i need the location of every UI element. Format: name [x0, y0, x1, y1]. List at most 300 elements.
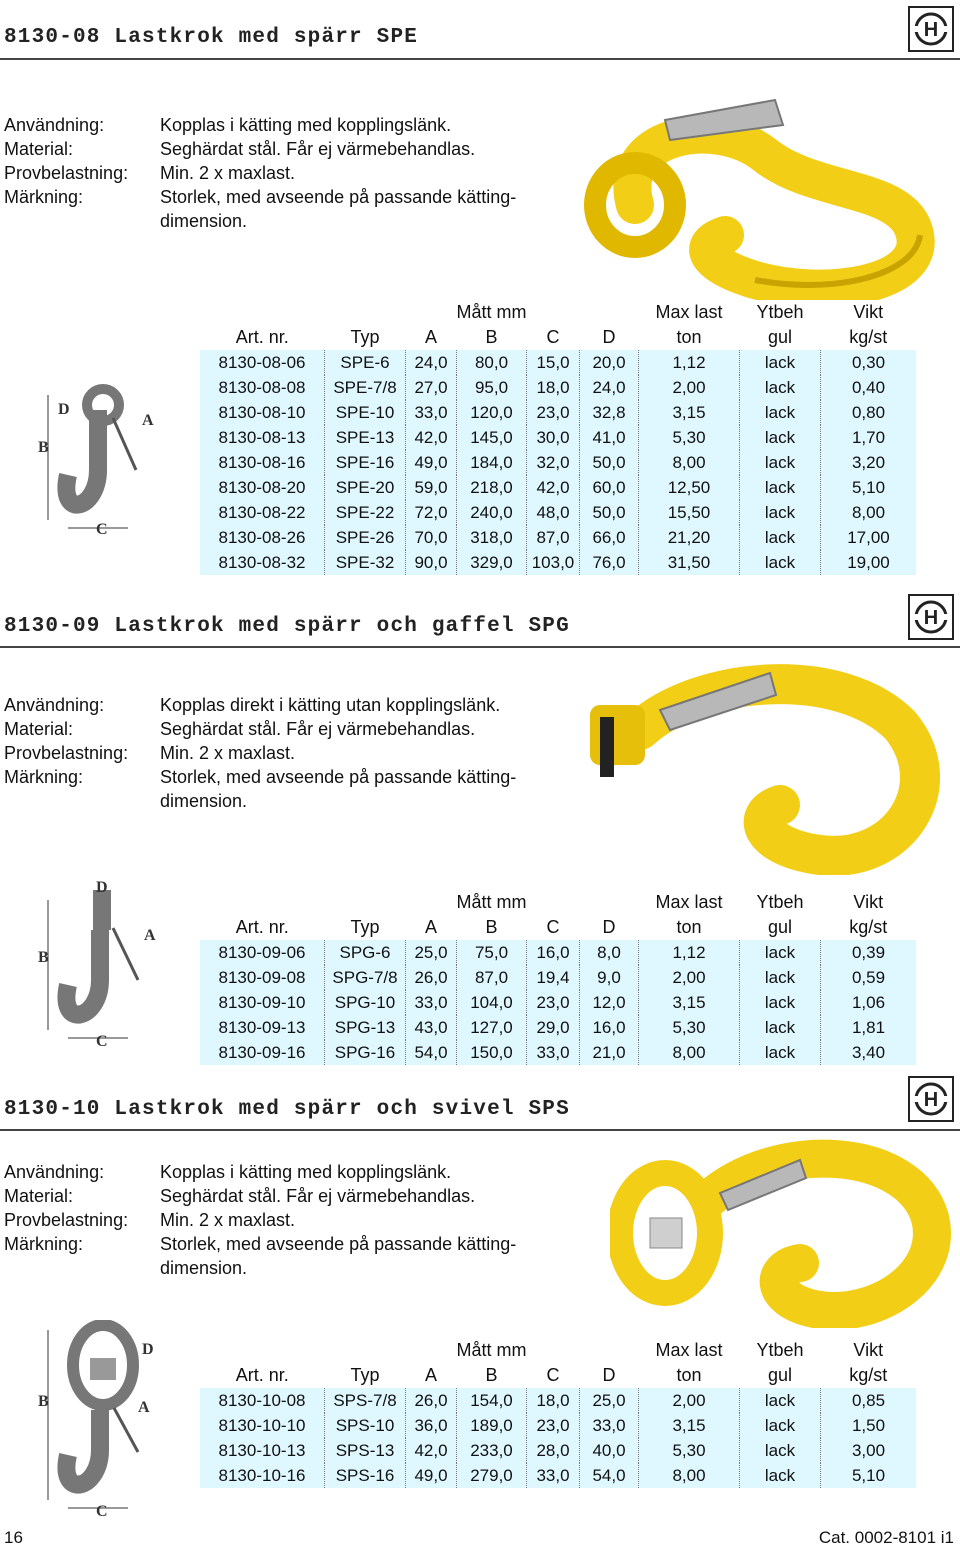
table-cell: 60,0 [580, 475, 639, 500]
table-cell: SPE-20 [325, 475, 406, 500]
table-cell: B [457, 915, 527, 940]
table-cell: 23,0 [527, 990, 580, 1015]
table-cell: SPS-13 [325, 1438, 406, 1463]
table-cell [527, 890, 580, 915]
table-row [200, 375, 916, 400]
info-label: Märkning: [4, 1234, 84, 1254]
table-row [200, 475, 916, 500]
table-header-row [200, 1363, 916, 1388]
table-cell: 26,0 [406, 965, 457, 990]
info-value: Storlek, med avseende på passande kätting- [160, 1234, 517, 1254]
hook-photo-icon [580, 655, 955, 875]
table-cell: 33,0 [406, 400, 457, 425]
table-cell: 18,0 [527, 1388, 580, 1413]
table-cell: lack [740, 1413, 821, 1438]
table-cell: 5,10 [821, 475, 917, 500]
table-cell [200, 1338, 325, 1363]
table-cell: 59,0 [406, 475, 457, 500]
table-cell: 33,0 [406, 990, 457, 1015]
table-cell: 12,0 [580, 990, 639, 1015]
info-label: Användning: [4, 1162, 105, 1182]
table-cell: 2,00 [639, 965, 740, 990]
table-cell: 24,0 [406, 350, 457, 375]
table-cell: B [457, 325, 527, 350]
table-cell: 19,4 [527, 965, 580, 990]
table-cell: 8,0 [580, 940, 639, 965]
table-cell: 8,00 [821, 500, 917, 525]
table-cell: 28,0 [527, 1438, 580, 1463]
table-cell: 8130-10-08 [200, 1388, 325, 1413]
section-divider [0, 1129, 960, 1131]
table-row [200, 1040, 916, 1065]
table-row [200, 965, 916, 990]
table-cell: lack [740, 350, 821, 375]
table-cell: 30,0 [527, 425, 580, 450]
table-cell [325, 890, 406, 915]
table-cell: lack [740, 500, 821, 525]
table-cell: 15,0 [527, 350, 580, 375]
svg-text:C: C [96, 1033, 108, 1050]
table-cell: 8130-09-13 [200, 1015, 325, 1040]
info-label: Provbelastning: [4, 163, 129, 183]
table-cell: Ytbeh [740, 1338, 821, 1363]
table-cell: Ytbeh [740, 300, 821, 325]
table-cell: Art. nr. [200, 325, 325, 350]
table-cell [200, 300, 325, 325]
table-cell: 3,40 [821, 1040, 917, 1065]
table-cell [325, 300, 406, 325]
table-cell: 8130-08-20 [200, 475, 325, 500]
table-cell: 18,0 [527, 375, 580, 400]
table-cell: 127,0 [457, 1015, 527, 1040]
table-cell: 95,0 [457, 375, 527, 400]
spec-table [200, 1338, 916, 1488]
table-cell: 233,0 [457, 1438, 527, 1463]
svg-text:B: B [38, 439, 49, 456]
page-number: 16 [4, 1528, 23, 1547]
hook-photo-icon [610, 1138, 955, 1328]
table-cell: kg/st [821, 1363, 917, 1388]
table-cell: gul [740, 915, 821, 940]
table-cell: 1,06 [821, 990, 917, 1015]
info-value: Kopplas direkt i kätting utan kopplingslänk. [160, 695, 501, 715]
table-cell: SPE-22 [325, 500, 406, 525]
table-cell: SPE-26 [325, 525, 406, 550]
info-label: Provbelastning: [4, 743, 129, 763]
table-cell: 3,15 [639, 1413, 740, 1438]
table-cell: 42,0 [406, 425, 457, 450]
table-cell: 21,0 [580, 1040, 639, 1065]
table-cell: 8130-10-13 [200, 1438, 325, 1463]
brand-logo-icon [908, 6, 954, 52]
info-value: Kopplas i kätting med kopplingslänk. [160, 1162, 452, 1182]
table-cell: 5,30 [639, 1015, 740, 1040]
table-cell: Typ [325, 1363, 406, 1388]
table-cell: lack [740, 965, 821, 990]
table-cell: 72,0 [406, 500, 457, 525]
section-title: 8130-09 Lastkrok med spärr och gaffel SPG [4, 615, 570, 638]
table-cell: 5,30 [639, 1438, 740, 1463]
info-value: Seghärdat stål. Får ej värmebehandlas. [160, 1186, 476, 1206]
table-cell: 8130-08-06 [200, 350, 325, 375]
table-cell: 36,0 [406, 1413, 457, 1438]
table-cell: 145,0 [457, 425, 527, 450]
table-cell [325, 1338, 406, 1363]
table-cell: 279,0 [457, 1463, 527, 1488]
table-cell: 2,00 [639, 375, 740, 400]
table-row [200, 940, 916, 965]
table-cell: 189,0 [457, 1413, 527, 1438]
table-row [200, 1463, 916, 1488]
table-cell: 3,15 [639, 400, 740, 425]
table-cell: lack [740, 550, 821, 575]
table-cell: SPE-13 [325, 425, 406, 450]
table-cell: 16,0 [527, 940, 580, 965]
spec-table [200, 890, 916, 1065]
svg-text:B: B [38, 949, 49, 966]
table-cell: 42,0 [527, 475, 580, 500]
info-value: Storlek, med avseende på passande kätting- [160, 767, 517, 787]
table-cell: ton [639, 325, 740, 350]
table-cell: ton [639, 1363, 740, 1388]
table-cell: 218,0 [457, 475, 527, 500]
svg-text:H: H [923, 1089, 939, 1111]
table-cell [406, 300, 457, 325]
table-cell: 29,0 [527, 1015, 580, 1040]
table-cell: 0,59 [821, 965, 917, 990]
table-cell: lack [740, 1463, 821, 1488]
table-cell: 26,0 [406, 1388, 457, 1413]
table-cell: Max last [639, 890, 740, 915]
table-cell: 1,12 [639, 940, 740, 965]
table-row [200, 1413, 916, 1438]
table-cell: 8130-09-10 [200, 990, 325, 1015]
table-cell: SPG-6 [325, 940, 406, 965]
table-cell: Mått mm [457, 300, 527, 325]
table-cell: 0,39 [821, 940, 917, 965]
table-cell: 87,0 [527, 525, 580, 550]
table-cell: 8130-08-22 [200, 500, 325, 525]
table-cell: 5,30 [639, 425, 740, 450]
table-cell: 8130-10-10 [200, 1413, 325, 1438]
table-cell: 87,0 [457, 965, 527, 990]
section-divider [0, 58, 960, 60]
table-cell: 3,20 [821, 450, 917, 475]
table-cell: SPG-7/8 [325, 965, 406, 990]
table-cell: lack [740, 400, 821, 425]
table-cell: SPG-16 [325, 1040, 406, 1065]
table-cell: B [457, 1363, 527, 1388]
table-cell: 154,0 [457, 1388, 527, 1413]
table-cell: lack [740, 525, 821, 550]
table-cell: kg/st [821, 325, 917, 350]
table-cell: lack [740, 1015, 821, 1040]
svg-text:A: A [144, 927, 156, 944]
svg-text:D: D [142, 1341, 154, 1358]
table-cell [527, 300, 580, 325]
info-value: Kopplas i kätting med kopplingslänk. [160, 115, 452, 135]
svg-text:A: A [138, 1399, 150, 1416]
table-cell: 3,15 [639, 990, 740, 1015]
table-cell: 1,50 [821, 1413, 917, 1438]
table-cell: SPE-7/8 [325, 375, 406, 400]
table-cell: SPG-10 [325, 990, 406, 1015]
table-cell: 8130-08-08 [200, 375, 325, 400]
info-label: Material: [4, 719, 74, 739]
table-cell: SPE-32 [325, 550, 406, 575]
svg-text:D: D [96, 880, 108, 896]
section-title: 8130-08 Lastkrok med spärr SPE [4, 26, 419, 49]
info-label: Användning: [4, 115, 105, 135]
table-cell: 76,0 [580, 550, 639, 575]
table-cell [527, 1338, 580, 1363]
dimension-diagram-icon [28, 380, 168, 540]
table-cell [406, 890, 457, 915]
table-header-row [200, 1338, 916, 1363]
info-value: dimension. [160, 791, 248, 811]
table-cell [580, 1338, 639, 1363]
table-row [200, 1015, 916, 1040]
table-cell: lack [740, 1388, 821, 1413]
table-row [200, 425, 916, 450]
table-row [200, 450, 916, 475]
table-cell: 3,00 [821, 1438, 917, 1463]
table-cell: 32,0 [527, 450, 580, 475]
table-cell: 21,20 [639, 525, 740, 550]
table-cell: A [406, 325, 457, 350]
table-cell: 9,0 [580, 965, 639, 990]
svg-text:D: D [58, 401, 70, 418]
table-cell: 150,0 [457, 1040, 527, 1065]
table-cell: 25,0 [580, 1388, 639, 1413]
info-label: Märkning: [4, 767, 84, 787]
table-cell: 8130-09-06 [200, 940, 325, 965]
table-cell: 31,50 [639, 550, 740, 575]
svg-text:H: H [923, 607, 939, 629]
table-cell: 42,0 [406, 1438, 457, 1463]
table-cell: 23,0 [527, 1413, 580, 1438]
table-cell: D [580, 1363, 639, 1388]
table-cell: 41,0 [580, 425, 639, 450]
table-cell: Mått mm [457, 890, 527, 915]
table-cell: Typ [325, 915, 406, 940]
info-label: Material: [4, 1186, 74, 1206]
table-cell: 54,0 [580, 1463, 639, 1488]
dimension-diagram-icon [28, 880, 168, 1050]
table-cell: kg/st [821, 915, 917, 940]
table-cell [580, 890, 639, 915]
table-cell: 16,0 [580, 1015, 639, 1040]
section-title: 8130-10 Lastkrok med spärr och svivel SPS [4, 1098, 570, 1121]
info-value: Storlek, med avseende på passande kätting- [160, 187, 517, 207]
table-row [200, 525, 916, 550]
info-value: Min. 2 x maxlast. [160, 1210, 296, 1230]
table-cell: 0,80 [821, 400, 917, 425]
table-cell: 8130-08-10 [200, 400, 325, 425]
table-cell: 2,00 [639, 1388, 740, 1413]
table-cell: 50,0 [580, 500, 639, 525]
table-cell: 329,0 [457, 550, 527, 575]
info-label: Material: [4, 139, 74, 159]
svg-text:C: C [96, 521, 108, 538]
table-cell: SPS-7/8 [325, 1388, 406, 1413]
table-cell: 8130-08-13 [200, 425, 325, 450]
table-cell: lack [740, 450, 821, 475]
table-cell: 0,85 [821, 1388, 917, 1413]
table-row [200, 550, 916, 575]
table-cell: 19,00 [821, 550, 917, 575]
table-cell: 33,0 [527, 1040, 580, 1065]
table-cell: 49,0 [406, 450, 457, 475]
table-cell: 33,0 [527, 1463, 580, 1488]
table-cell: C [527, 325, 580, 350]
table-cell: 8130-08-32 [200, 550, 325, 575]
table-cell: 8130-08-16 [200, 450, 325, 475]
table-cell: 50,0 [580, 450, 639, 475]
table-cell: 104,0 [457, 990, 527, 1015]
table-cell: 8,00 [639, 1040, 740, 1065]
table-cell: SPE-16 [325, 450, 406, 475]
info-label: Användning: [4, 695, 105, 715]
table-cell: Vikt [821, 890, 917, 915]
table-cell: 120,0 [457, 400, 527, 425]
table-row [200, 400, 916, 425]
table-cell: lack [740, 425, 821, 450]
table-row [200, 1438, 916, 1463]
table-cell: 27,0 [406, 375, 457, 400]
table-cell: 8130-09-16 [200, 1040, 325, 1065]
table-cell: 318,0 [457, 525, 527, 550]
table-cell: 33,0 [580, 1413, 639, 1438]
table-cell: Max last [639, 1338, 740, 1363]
table-cell: SPE-6 [325, 350, 406, 375]
table-cell: 43,0 [406, 1015, 457, 1040]
table-cell: 1,70 [821, 425, 917, 450]
table-cell: 8130-10-16 [200, 1463, 325, 1488]
table-header-row [200, 325, 916, 350]
table-cell: SPS-10 [325, 1413, 406, 1438]
svg-text:C: C [96, 1503, 108, 1520]
table-cell: C [527, 915, 580, 940]
table-cell: lack [740, 475, 821, 500]
brand-logo-icon [908, 1076, 954, 1122]
table-cell: 0,30 [821, 350, 917, 375]
table-cell: 49,0 [406, 1463, 457, 1488]
table-cell: D [580, 915, 639, 940]
table-cell: lack [740, 1040, 821, 1065]
table-cell: 90,0 [406, 550, 457, 575]
table-cell: lack [740, 375, 821, 400]
table-cell: 184,0 [457, 450, 527, 475]
table-cell: Mått mm [457, 1338, 527, 1363]
table-cell [580, 300, 639, 325]
info-value: Seghärdat stål. Får ej värmebehandlas. [160, 139, 476, 159]
table-cell: 66,0 [580, 525, 639, 550]
info-value: Min. 2 x maxlast. [160, 163, 296, 183]
table-cell: 12,50 [639, 475, 740, 500]
table-cell: D [580, 325, 639, 350]
table-cell [406, 1338, 457, 1363]
table-cell: gul [740, 325, 821, 350]
table-cell: 240,0 [457, 500, 527, 525]
table-cell: gul [740, 1363, 821, 1388]
table-cell: 25,0 [406, 940, 457, 965]
info-value: Min. 2 x maxlast. [160, 743, 296, 763]
table-cell: 8130-08-26 [200, 525, 325, 550]
table-header-row [200, 915, 916, 940]
table-cell: C [527, 1363, 580, 1388]
table-cell: 8,00 [639, 450, 740, 475]
table-row [200, 350, 916, 375]
table-cell: 54,0 [406, 1040, 457, 1065]
table-cell: Typ [325, 325, 406, 350]
table-cell: lack [740, 990, 821, 1015]
table-cell: SPE-10 [325, 400, 406, 425]
table-cell: 8,00 [639, 1463, 740, 1488]
table-cell: Vikt [821, 300, 917, 325]
table-cell: 5,10 [821, 1463, 917, 1488]
table-row [200, 990, 916, 1015]
svg-text:A: A [142, 412, 154, 429]
hook-photo-icon [575, 95, 955, 305]
svg-text:H: H [923, 19, 939, 41]
info-value: dimension. [160, 1258, 248, 1278]
section-divider [0, 646, 960, 648]
dimension-diagram-icon [28, 1320, 168, 1520]
table-cell: ton [639, 915, 740, 940]
info-value: Seghärdat stål. Får ej värmebehandlas. [160, 719, 476, 739]
spec-table [200, 300, 916, 575]
table-cell: lack [740, 1438, 821, 1463]
table-header-row [200, 300, 916, 325]
table-cell: 75,0 [457, 940, 527, 965]
table-cell: Art. nr. [200, 1363, 325, 1388]
table-cell: SPS-16 [325, 1463, 406, 1488]
table-cell: 32,8 [580, 400, 639, 425]
table-row [200, 1388, 916, 1413]
table-cell: 20,0 [580, 350, 639, 375]
table-cell: 70,0 [406, 525, 457, 550]
brand-logo-icon [908, 594, 954, 640]
table-cell: 8130-09-08 [200, 965, 325, 990]
table-cell: A [406, 915, 457, 940]
table-cell: 23,0 [527, 400, 580, 425]
table-cell: 1,12 [639, 350, 740, 375]
table-cell: A [406, 1363, 457, 1388]
table-cell: 15,50 [639, 500, 740, 525]
table-cell: lack [740, 940, 821, 965]
table-cell: Art. nr. [200, 915, 325, 940]
info-label: Provbelastning: [4, 1210, 129, 1230]
table-cell: 0,40 [821, 375, 917, 400]
table-cell: 40,0 [580, 1438, 639, 1463]
catalog-number: Cat. 0002-8101 i1 [818, 1528, 954, 1547]
table-row [200, 500, 916, 525]
info-value: dimension. [160, 211, 248, 231]
table-cell [200, 890, 325, 915]
table-cell: 103,0 [527, 550, 580, 575]
table-cell: SPG-13 [325, 1015, 406, 1040]
table-cell: 17,00 [821, 525, 917, 550]
table-cell: 80,0 [457, 350, 527, 375]
table-cell: 48,0 [527, 500, 580, 525]
table-cell: Ytbeh [740, 890, 821, 915]
svg-text:B: B [38, 1393, 49, 1410]
table-cell: 1,81 [821, 1015, 917, 1040]
info-label: Märkning: [4, 187, 84, 207]
table-header-row [200, 890, 916, 915]
table-cell: Max last [639, 300, 740, 325]
